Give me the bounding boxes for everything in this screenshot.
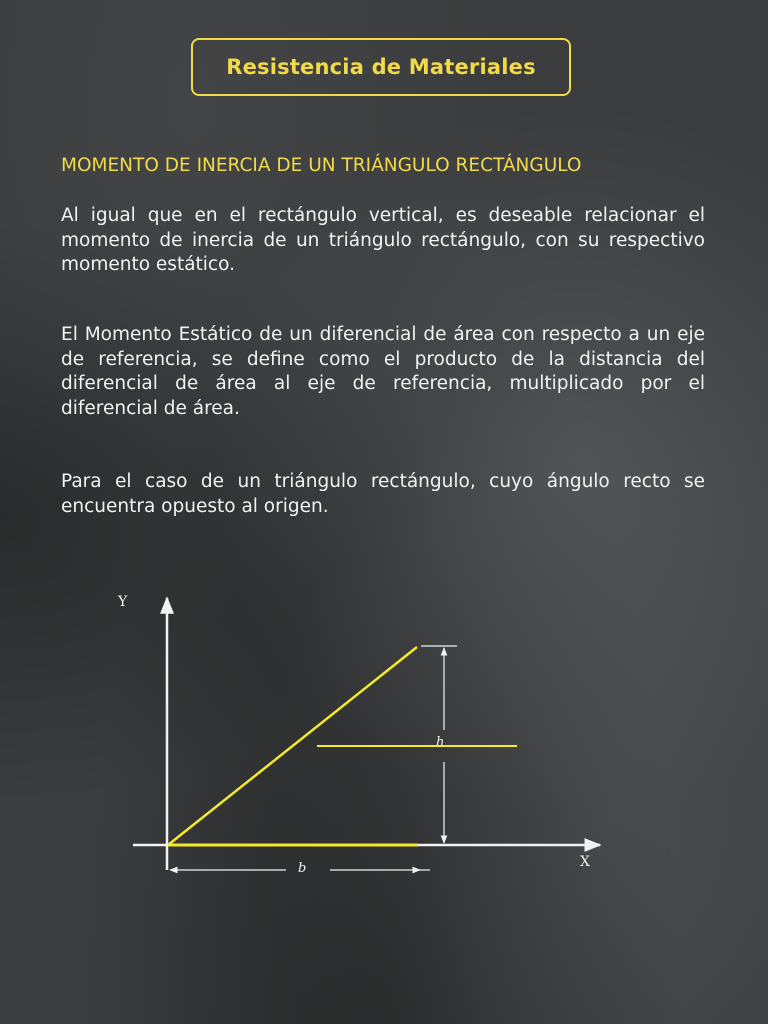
paragraph-definition: El Momento Estático de un diferencial de área con respecto a un eje de referencia, se define como el producto de la distancia del diferencial de área al eje de referencia, multiplicado por el diferencial de área. (61, 324, 705, 419)
paragraph-intro: Al igual que en el rectángulo vertical, es deseable relacionar el momento de inercia de un triángulo rectángulo, con su respectivo momento estático. (61, 205, 705, 275)
triangle-diagram (0, 580, 768, 900)
y-axis-label: Y (118, 594, 128, 610)
base-label: b (298, 861, 307, 876)
title-box (191, 38, 571, 96)
section-heading: MOMENTO DE INERCIA DE UN TRIÁNGULO RECTÁNGULO (61, 155, 582, 176)
height-label: h (436, 735, 445, 750)
page-title: Resistencia de Materiales (226, 55, 536, 79)
paragraph-case: Para el caso de un triángulo rectángulo, cuyo ángulo recto se encuentra opuesto al origen. (61, 471, 705, 517)
x-axis-label: X (580, 854, 590, 870)
